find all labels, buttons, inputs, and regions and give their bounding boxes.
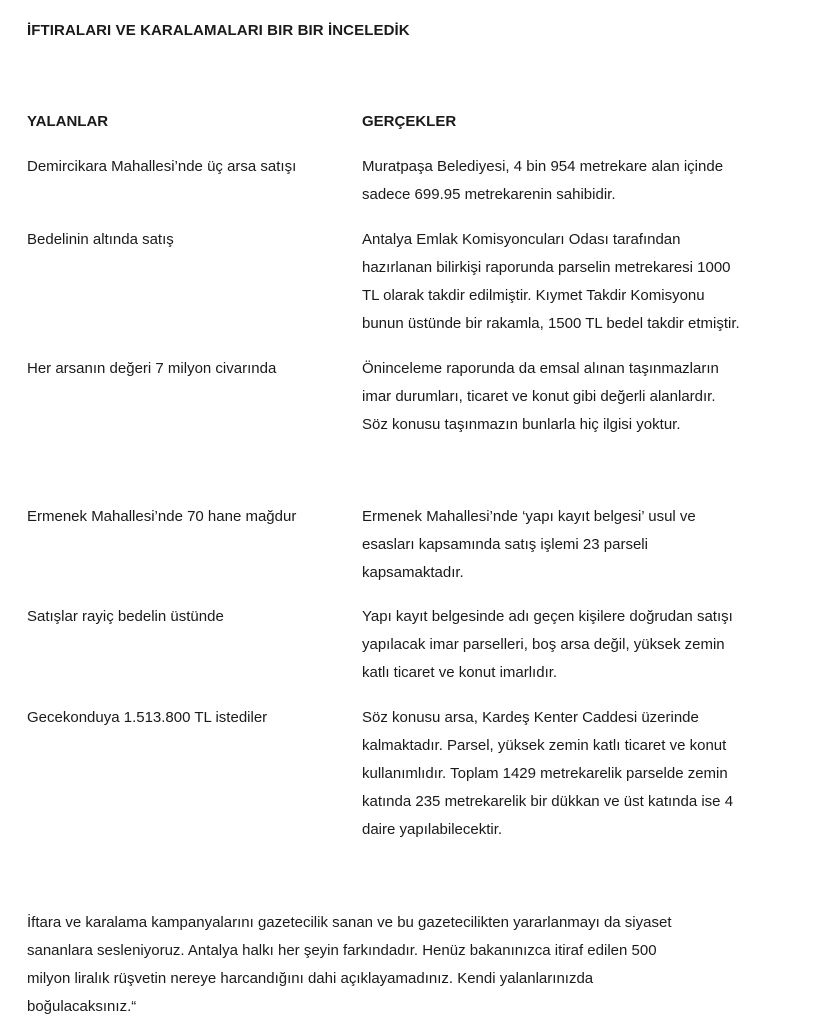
page-title: İFTIRALARI VE KARALAMALARI BIR BIR İNCELEDİK xyxy=(27,22,410,39)
fact-line: yapılacak imar parselleri, boş arsa değil, yüksek zemin xyxy=(362,636,725,653)
claim-text: Ermenek Mahallesi’nde 70 hane mağdur xyxy=(27,508,297,525)
fact-line: katlı ticaret ve konut imarlıdır. xyxy=(362,664,558,681)
fact-line: katında 235 metrekarelik bir dükkan ve üst katında ise 4 xyxy=(362,793,734,810)
column-header-lies: YALANLAR xyxy=(27,113,109,130)
fact-line: hazırlanan bilirkişi raporunda parselin metrekaresi 1000 xyxy=(362,259,731,276)
fact-line: Ermenek Mahallesi’nde ‘yapı kayıt belgesi’ usul ve xyxy=(362,508,696,525)
closing-paragraph xyxy=(27,909,812,1021)
claim-text: Gecekonduya 1.513.800 TL istediler xyxy=(27,709,268,726)
fact-line: Öninceleme raporunda da emsal alınan taşınmazların xyxy=(362,360,719,377)
fact-line: esasları kapsamında satış işlemi 23 parseli xyxy=(362,536,648,553)
fact-line: TL olarak takdir edilmiştir. Kıymet Takdir Komisyonu xyxy=(362,287,705,304)
closing-line: sananlara sesleniyoruz. Antalya halkı her şeyin farkındadır. Henüz bakanınızca itiraf edilen 500 xyxy=(27,942,657,959)
fact-line: Muratpaşa Belediyesi, 4 bin 954 metrekare alan içinde xyxy=(362,158,724,175)
fact-line: Yapı kayıt belgesinde adı geçen kişilere doğrudan satışı xyxy=(362,608,733,625)
fact-line: imar durumları, ticaret ve konut gibi değerli alanlardır. xyxy=(362,388,716,405)
fact-line: kullanımlıdır. Toplam 1429 metrekarelik parselde zemin xyxy=(362,765,728,782)
claim-text: Bedelinin altında satış xyxy=(27,231,174,248)
column-header-facts: GERÇEKLER xyxy=(362,113,457,130)
fact-line: kalmaktadır. Parsel, yüksek zemin katlı ticaret ve konut xyxy=(362,737,727,754)
fact-line: daire yapılabilecektir. xyxy=(362,821,503,838)
fact-line: Antalya Emlak Komisyoncuları Odası tarafından xyxy=(362,231,681,248)
claim-text: Satışlar rayiç bedelin üstünde xyxy=(27,608,224,625)
fact-line: sadece 699.95 metrekarenin sahibidir. xyxy=(362,186,616,203)
fact-line: Söz konusu taşınmazın bunlarla hiç ilgisi yoktur. xyxy=(362,416,681,433)
closing-line: İftara ve karalama kampanyalarını gazetecilik sanan ve bu gazetecilikten yararlanmayı da siyaset xyxy=(27,914,672,931)
fact-line: bunun üstünde bir rakamla, 1500 TL bedel takdir etmiştir. xyxy=(362,315,740,332)
fact-text xyxy=(362,226,817,338)
claim-text: Demircikara Mahallesi’nde üç arsa satışı xyxy=(27,158,297,175)
fact-text xyxy=(362,503,817,587)
fact-text xyxy=(362,704,817,844)
claim-text: Her arsanın değeri 7 milyon civarında xyxy=(27,360,277,377)
closing-line: milyon liralık rüşvetin nereye harcandığını dahi açıklayamadınız. Kendi yalanlarınızda xyxy=(27,970,594,987)
fact-text xyxy=(362,603,817,687)
closing-line: boğulacaksınız.“ xyxy=(27,998,137,1015)
fact-text xyxy=(362,153,817,209)
fact-text xyxy=(362,355,817,439)
fact-line: Söz konusu arsa, Kardeş Kenter Caddesi üzerinde xyxy=(362,709,699,726)
fact-line: kapsamaktadır. xyxy=(362,564,464,581)
